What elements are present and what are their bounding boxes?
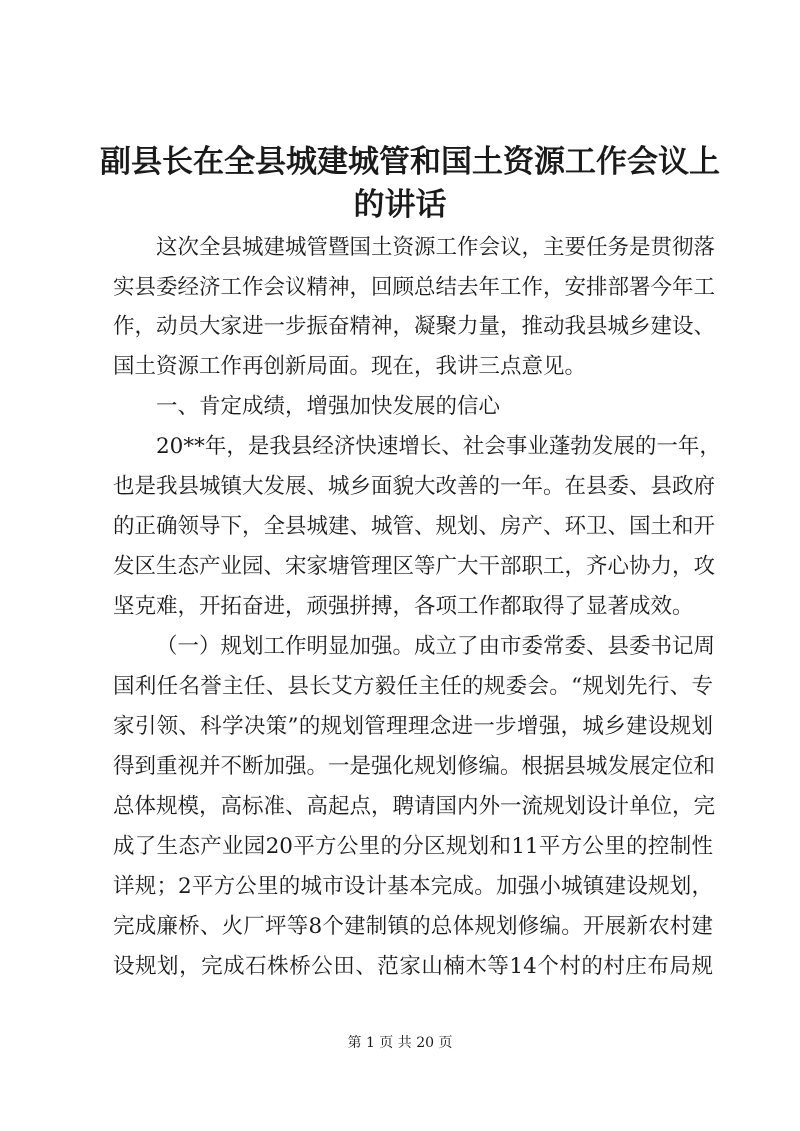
paragraph-1-line-2: 实县委经济工作会议精神，回顾总结去年工作，安排部署今年工 — [113, 275, 716, 300]
paragraph-3-line-1: （一）规划工作明显加强。成立了由市委常委、县委书记周 — [156, 634, 716, 659]
paragraph-2-line-1: 20**年，是我县经济快速增长、社会事业蓬勃发展的一年， — [156, 434, 721, 459]
paragraph-2-line-3: 的正确领导下，全县城建、城管、规划、房产、环卫、国土和开 — [113, 514, 716, 539]
paragraph-2-line-5: 坚克难，开拓奋进，顽强拼搏，各项工作都取得了显著成效。 — [113, 594, 694, 619]
section-heading-1: 一、肯定成绩，增强加快发展的信心 — [156, 394, 501, 419]
paragraph-3-line-8: 完成廉桥、火厂坪等8个建制镇的总体规划修编。开展新农村建 — [113, 914, 713, 939]
document-title-line-1: 副县长在全县城建城管和国土资源工作会议上 — [100, 144, 720, 180]
paragraph-1-line-1: 这次全县城建城管暨国土资源工作会议，主要任务是贯彻落 — [156, 235, 716, 260]
paragraph-3-line-7: 详规；2平方公里的城市设计基本完成。加强小城镇建设规划， — [113, 874, 713, 899]
paragraph-3-line-3: 家引领、科学决策”的规划管理理念进一步增强，城乡建设规划 — [113, 714, 713, 739]
paragraph-1-line-3: 作，动员大家进一步振奋精神，凝聚力量，推动我县城乡建设、 — [113, 314, 716, 339]
paragraph-2-line-2: 也是我县城镇大发展、城乡面貌大改善的一年。在县委、县政府 — [113, 474, 716, 499]
paragraph-3-line-4: 得到重视并不断加强。一是强化规划修编。根据县城发展定位和 — [113, 754, 716, 779]
paragraph-3-line-6: 成了生态产业园20平方公里的分区规划和11平方公里的控制性 — [113, 834, 713, 859]
paragraph-3-line-5: 总体规模，高标准、高起点，聘请国内外一流规划设计单位，完 — [113, 794, 716, 819]
document-title-line-2: 的讲话 — [353, 187, 447, 223]
paragraph-2-line-4: 发区生态产业园、宋家塘管理区等广大干部职工，齐心协力，攻 — [113, 554, 716, 579]
paragraph-1-line-4: 国土资源工作再创新局面。现在，我讲三点意见。 — [113, 354, 587, 379]
paragraph-3-line-2: 国利任名誉主任、县长艾方毅任主任的规委会。“规划先行、专 — [113, 674, 713, 699]
page-number-footer: 第 1 页 共 20 页 — [347, 1035, 453, 1051]
paragraph-3-line-9: 设规划，完成石株桥公田、范家山楠木等14个村的村庄布局规 — [113, 954, 713, 979]
